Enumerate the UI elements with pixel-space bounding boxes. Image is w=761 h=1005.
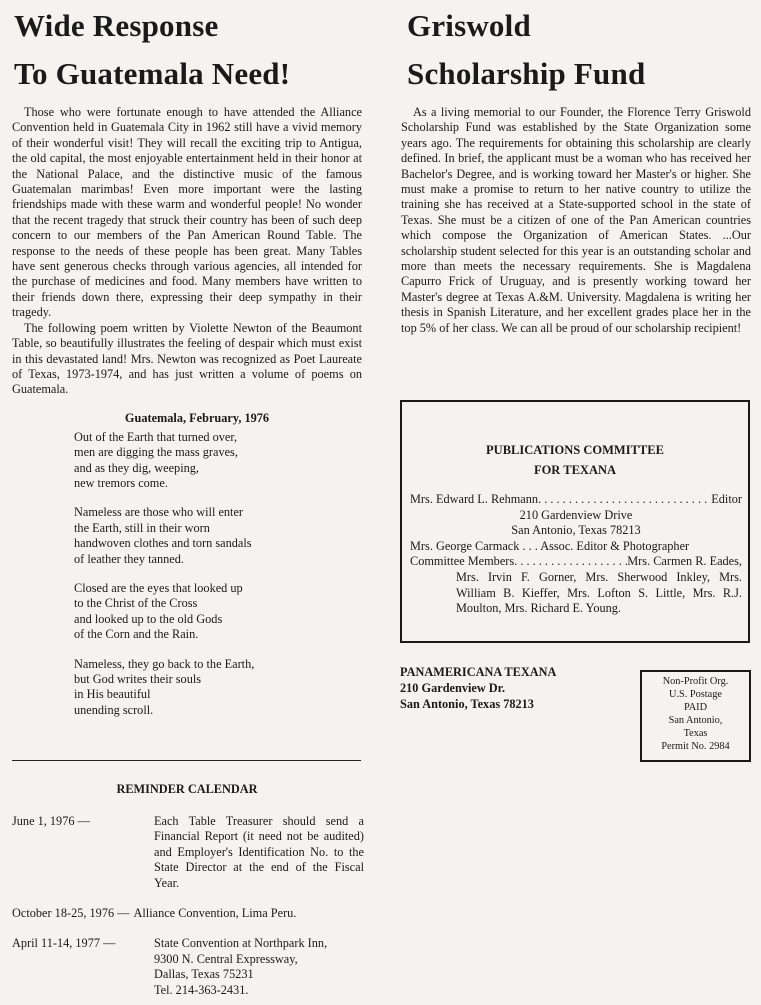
poem-line: new tremors come. [74,475,168,490]
committee-label: Committee Members [410,554,515,569]
poem-line: Nameless, they go back to the Earth, [74,656,255,671]
poem-line: the Earth, still in their worn [74,520,210,535]
dot-leader [514,554,627,570]
calendar-date: April 11-14, 1977 — [12,936,116,951]
griswold-paragraph: As a living memorial to our Founder, the Florence Terry Griswold Scholarship Fund was established by the State Organization some years ago. The requirements for obtaining this scholarship are clearly defined. In brief, the applicant must be a woman who has received her Bachelor's Degree, and is working toward her Master's or higher. She must make a promise to return to her native country to utilize the training she has received at a State-supported school in the state of Texas. She must be a citizen of one of the Pan American countries which compose the Organization of American States. ...Our scholarship student selected for this year is an outstanding scholar and more than meets the necessary requirements. She is Magdalena Capurro Frick of Uruguay, and is presently working toward her Master's degree at Texas A.&M. University. Magdalena is writing her thesis in Spanish Literature, and her excellent grades place her in the top 5% of her class. We can all be proud of our scholarship recipient! [401,105,751,335]
poem-line: of leather they tanned. [74,551,184,566]
postage-line: Permit No. 2984 [661,741,730,752]
poem-line: handwoven clothes and torn sandals [74,536,252,551]
mailing-address [400,665,620,712]
calendar-line: Dallas, Texas 75231 [154,967,254,982]
dot-leader [538,492,711,508]
committee-line [410,554,742,570]
editor-role: Editor [711,492,742,506]
publications-title-line-1: PUBLICATIONS COMMITTEE [486,443,664,457]
mailing-line-2: 210 Gardenview Dr. [400,680,506,695]
calendar-line: Tel. 214-363-2431. [154,982,249,997]
reminder-calendar [12,814,364,998]
poem-stanza [74,657,362,719]
section-divider [12,760,361,761]
publications-list [402,492,748,617]
editor-name: Mrs. Edward L. Rehmann [410,492,539,506]
poem-title: Guatemala, February, 1976 [124,410,270,425]
postage-line: Non-Profit Org. [662,676,729,687]
calendar-line: 9300 N. Central Expressway, [154,951,298,966]
mailing-line-3: San Antonio, Texas 78213 [400,696,534,711]
editor-address-1: 210 Gardenview Drive [519,507,633,522]
calendar-entry [12,906,364,921]
publications-title-line-2: FOR TEXANA [533,463,617,477]
poem-stanza [74,430,362,492]
poem [12,430,362,719]
poem-line: in His beautiful [74,687,151,702]
guatemala-paragraph-1: Those who were fortunate enough to have attended the Alliance Convention held in Guatemala City in 1962 still have a vivid memory of their wonderful visit! They will recall the exciting trip to Antigua, the old capital, the most enjoyable entertainment held in their honor at the National Palace, and the distinctive music of the famous Guatemalan marimbas! Even more important were the lasting friendships made with these warm and wonderful people! No wonder that the recent tragedy that struck their country has been of such deep concern to our members of the Pan American Round Table. The response to the needs of these people has been great. Many Tables have sent generous checks through various agencies, all intended for the purchase of medicines and food. Many members have written to their friends down there, expressing their deep sympathy in their tragedy. [12,105,362,320]
calendar-description: Alliance Convention, Lima Peru. [133,906,297,921]
committee-first-member: Mrs. Carmen R. Eades, [627,554,742,569]
poem-line: Nameless are those who will enter [74,505,244,520]
headline-line-1: Wide Response [14,8,219,43]
editor-line [410,492,742,508]
left-column [12,0,362,718]
assoc-editor-line: Mrs. George Carmack . . . Assoc. Editor & Photographer [410,538,690,553]
poem-line: unending scroll. [74,702,154,717]
calendar-line: State Convention at Northpark Inn, [154,936,328,951]
headline-line-1: Griswold [407,8,531,43]
poem-line: Closed are the eyes that looked up [74,580,243,595]
calendar-entry [12,814,364,891]
calendar-date: June 1, 1976 — [12,814,90,828]
mailing-line-1: PANAMERICANA TEXANA [400,665,557,679]
poem-line: but God writes their souls [74,672,202,686]
right-column [401,0,751,336]
postage-line: San Antonio, [668,715,723,726]
postage-indicia [640,670,751,762]
poem-line: Out of the Earth that turned over, [74,429,238,444]
poem-stanza [74,581,362,643]
poem-line: and looked up to the old Gods [74,611,223,626]
reminder-calendar-title: REMINDER CALENDAR [116,782,258,796]
griswold-headline [401,0,751,98]
calendar-description: Each Table Treasurer should send a Financial Report (it need not be audited) and Employer's Identification No. to the State Director at the end of the Fiscal Year. [154,814,364,890]
headline-line-2: Scholarship Fund [407,56,646,91]
headline-line-2: To Guatemala Need! [14,56,291,91]
postage-line: Texas [683,728,708,739]
committee-members: Mrs. Irvin F. Gorner, Mrs. Sherwood Inkley, Mrs. William B. Kieffer, Mrs. Lofton S. Little, Mrs. R.J. Moulton, Mrs. Richard E. Young. [456,569,742,616]
guatemala-headline [12,0,362,98]
calendar-date: October 18-25, 1976 — [12,906,130,921]
poem-stanza [74,505,362,567]
publications-committee-box [400,400,750,643]
poem-line: of the Corn and the Rain. [74,627,199,642]
postage-line: U.S. Postage [669,689,722,700]
postage-line: PAID [683,702,708,713]
calendar-description [154,936,364,998]
poem-line: to the Christ of the Cross [74,596,198,611]
editor-address-2: San Antonio, Texas 78213 [511,523,641,538]
poem-line: men are digging the mass graves, [74,445,238,460]
publications-title [402,440,748,480]
guatemala-paragraph-2: The following poem written by Violette Newton of the Beaumont Table, so beautifully illustrates the feeling of despair which must exist in this devastated land! Mrs. Newton was recognized as Poet Laureate of Texas, 1973-1974, and has just written a volume of poems on Guatemala. [12,320,362,397]
poem-line: and as they dig, weeping, [74,460,199,475]
calendar-entry [12,936,364,998]
